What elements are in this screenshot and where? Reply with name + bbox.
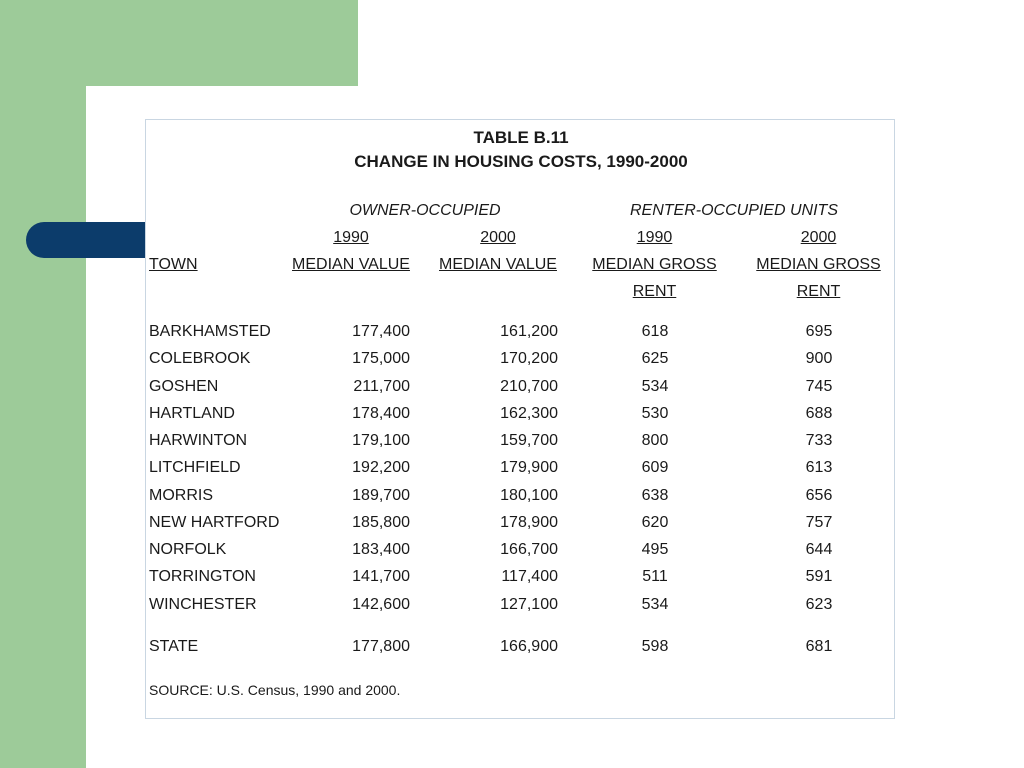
- cell-owner-1990: 179,100: [352, 432, 410, 449]
- cell-owner-2000: 170,200: [500, 350, 558, 367]
- cell-renter-1990: 534: [641, 596, 669, 613]
- cell-renter-2000: 695: [805, 323, 833, 340]
- cell-town: LITCHFIELD: [149, 459, 241, 476]
- header-renter-2000-year: 2000: [800, 229, 837, 246]
- cell-owner-2000: 166,700: [500, 541, 558, 558]
- cell-renter-2000: 656: [805, 487, 833, 504]
- table-subtitle: CHANGE IN HOUSING COSTS, 1990-2000: [354, 152, 688, 171]
- cell-renter-1990: 625: [641, 350, 669, 367]
- header-renter-1990-rent: RENT: [632, 283, 677, 300]
- cell-renter-2000: 623: [805, 596, 833, 613]
- cell-renter-2000: 681: [805, 638, 833, 655]
- housing-costs-table: [145, 119, 895, 719]
- header-owner-2000-label: MEDIAN VALUE: [439, 256, 557, 273]
- cell-renter-1990: 598: [641, 638, 669, 655]
- header-renter-2000-rent: RENT: [796, 283, 841, 300]
- header-town: TOWN: [149, 256, 198, 273]
- cell-owner-1990: 211,700: [353, 378, 410, 395]
- cell-town: STATE: [149, 638, 199, 655]
- cell-owner-1990: 183,400: [352, 541, 410, 558]
- cell-owner-2000: 210,700: [500, 378, 558, 395]
- decor-navy-pill: [26, 222, 148, 258]
- cell-town: GOSHEN: [149, 378, 219, 395]
- cell-owner-2000: 162,300: [500, 405, 558, 422]
- cell-owner-1990: 141,700: [352, 568, 410, 585]
- cell-owner-1990: 192,200: [352, 459, 410, 476]
- cell-renter-2000: 613: [805, 459, 833, 476]
- cell-town: HARWINTON: [149, 432, 248, 449]
- cell-owner-1990: 178,400: [352, 405, 410, 422]
- cell-owner-2000: 159,700: [500, 432, 558, 449]
- cell-renter-1990: 534: [641, 378, 669, 395]
- cell-renter-2000: 757: [805, 514, 833, 531]
- cell-renter-2000: 745: [805, 378, 833, 395]
- cell-owner-1990: 177,800: [352, 638, 410, 655]
- cell-owner-1990: 177,400: [352, 323, 410, 340]
- cell-town: TORRINGTON: [149, 568, 256, 585]
- cell-owner-2000: 117,400: [501, 568, 558, 585]
- cell-owner-1990: 185,800: [352, 514, 410, 531]
- cell-owner-1990: 142,600: [352, 596, 410, 613]
- header-renter-1990-year: 1990: [636, 229, 673, 246]
- cell-renter-2000: 900: [805, 350, 833, 367]
- cell-town: NEW HARTFORD: [149, 514, 280, 531]
- cell-owner-2000: 127,100: [500, 596, 558, 613]
- header-renter-2000-label: MEDIAN GROSS: [756, 256, 881, 273]
- cell-renter-2000: 688: [805, 405, 833, 422]
- cell-town: COLEBROOK: [149, 350, 251, 367]
- cell-town: WINCHESTER: [149, 596, 257, 613]
- cell-town: MORRIS: [149, 487, 213, 504]
- cell-owner-2000: 179,900: [500, 459, 558, 476]
- group-renter-occupied: RENTER-OCCUPIED UNITS: [629, 202, 838, 219]
- cell-town: HARTLAND: [149, 405, 235, 422]
- cell-owner-2000: 180,100: [500, 487, 558, 504]
- cell-renter-1990: 638: [641, 487, 669, 504]
- cell-town: NORFOLK: [149, 541, 227, 558]
- header-owner-1990-year: 1990: [333, 229, 369, 246]
- cell-owner-1990: 189,700: [352, 487, 410, 504]
- cell-owner-2000: 178,900: [500, 514, 558, 531]
- cell-renter-1990: 618: [641, 323, 669, 340]
- cell-renter-1990: 800: [641, 432, 669, 449]
- cell-renter-1990: 530: [641, 405, 669, 422]
- header-owner-1990-label: MEDIAN VALUE: [292, 256, 410, 273]
- header-renter-1990-label: MEDIAN GROSS: [592, 256, 717, 273]
- cell-town: BARKHAMSTED: [149, 323, 271, 340]
- source-note: SOURCE: U.S. Census, 1990 and 2000.: [149, 682, 401, 698]
- cell-owner-2000: 166,900: [500, 638, 558, 655]
- cell-owner-2000: 161,200: [500, 323, 558, 340]
- cell-renter-1990: 511: [642, 568, 668, 585]
- decor-green-top-bar: [0, 0, 358, 86]
- header-owner-2000-year: 2000: [480, 229, 516, 246]
- cell-renter-1990: 620: [641, 514, 669, 531]
- decor-rounded-corner: [86, 86, 126, 126]
- group-owner-occupied: OWNER-OCCUPIED: [349, 202, 501, 219]
- cell-renter-2000: 733: [805, 432, 833, 449]
- cell-renter-1990: 609: [641, 459, 669, 476]
- cell-owner-1990: 175,000: [352, 350, 410, 367]
- table-title: TABLE B.11: [473, 128, 569, 147]
- cell-renter-1990: 495: [641, 541, 669, 558]
- cell-renter-2000: 591: [805, 568, 833, 585]
- decor-green-left-bar: [0, 0, 86, 768]
- cell-renter-2000: 644: [805, 541, 833, 558]
